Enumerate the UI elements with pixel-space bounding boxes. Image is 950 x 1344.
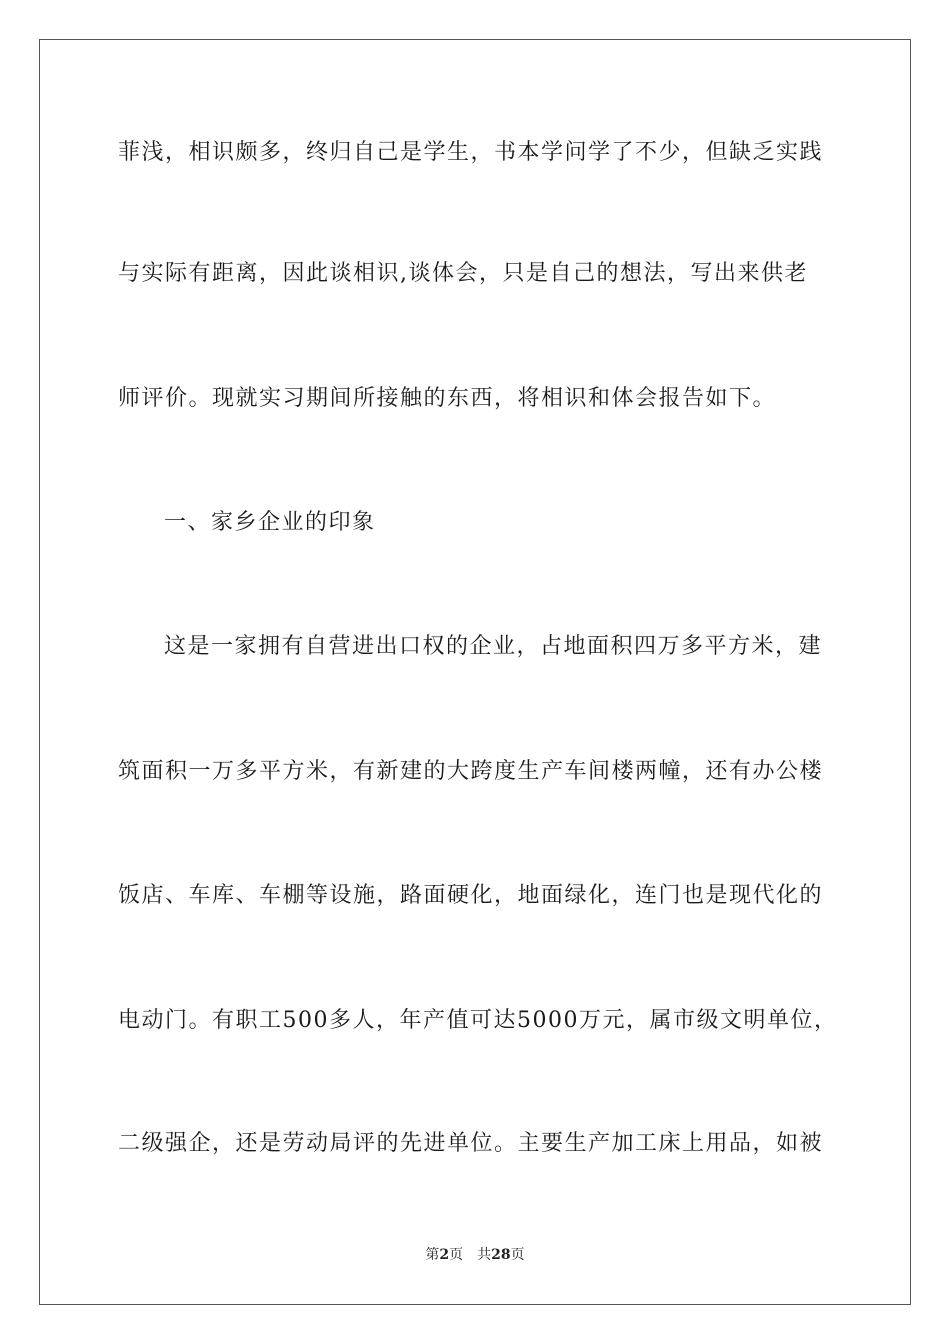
body-line-3: 师评价。现就实习期间所接触的东西，将相识和体会报告如下。 — [118, 386, 777, 411]
footer-total-pages: 28 — [491, 1247, 511, 1263]
body-line-2: 与实际有距离，因此谈相识,谈体会，只是自己的想法，写出来供老 — [118, 261, 808, 286]
page-border — [39, 39, 911, 1305]
footer-total-suffix: 页 — [510, 1247, 525, 1263]
body-line-8: 电动门。有职工500多人，年产值可达5000万元，属市级文明单位， — [118, 1008, 838, 1033]
body-line-5: 这是一家拥有自营进出口权的企业，占地面积四万多平方米，建 — [164, 634, 823, 659]
footer-current-page: 2 — [439, 1247, 450, 1263]
body-line-7: 饭店、车库、车棚等设施，路面硬化，地面绿化，连门也是现代化的 — [118, 883, 824, 908]
footer-total-prefix: 共 — [477, 1247, 492, 1263]
footer-page-suffix: 页 — [449, 1247, 464, 1263]
page-footer — [0, 1246, 950, 1264]
body-line-6: 筑面积一万多平方米，有新建的大跨度生产车间楼两幢，还有办公楼 — [118, 759, 824, 784]
footer-page-prefix: 第 — [425, 1247, 440, 1263]
body-line-9: 二级强企，还是劳动局评的先进单位。主要生产加工床上用品，如被 — [118, 1131, 824, 1156]
section-heading: 一、家乡企业的印象 — [164, 510, 376, 535]
body-line-1: 菲浅，相识颇多，终归自己是学生，书本学问学了不少，但缺乏实践 — [118, 140, 824, 165]
